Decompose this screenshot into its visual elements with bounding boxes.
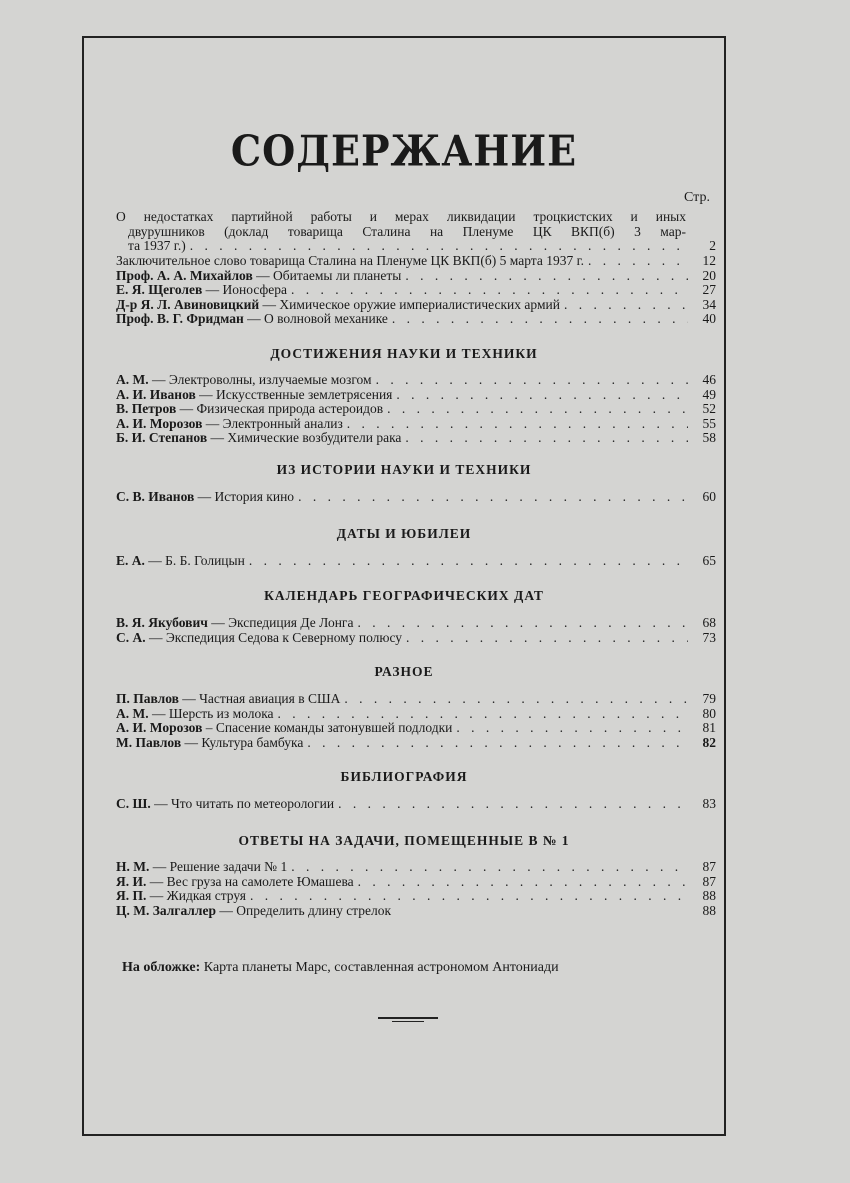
page-number: 55 — [702, 415, 716, 431]
leader-dots — [406, 631, 688, 646]
entry-title: — Определить длину стрелок — [215, 902, 392, 918]
section-entries — [116, 554, 716, 569]
leader-dots — [405, 269, 688, 284]
leader-dots — [396, 388, 688, 403]
entry-author: Д-р Я. Л. Авиновицкий — [116, 296, 260, 312]
toc-entry — [116, 269, 716, 284]
intro-line: та 1937 г.) — [128, 238, 186, 254]
toc-entry — [116, 860, 716, 875]
section-heading: БИБЛИОГРАФИЯ — [340, 769, 468, 784]
leader-dots — [307, 736, 688, 751]
entry-title: — Решение задачи № 1 — [149, 859, 288, 874]
toc-entry — [116, 797, 716, 812]
entry-author: П. Павлов — [116, 691, 179, 706]
leader-dots — [291, 283, 688, 298]
entry-title: — Ионосфера — [202, 282, 287, 298]
entry-author: А. М. — [116, 705, 149, 721]
entry-author: В. Петров — [116, 401, 177, 417]
leader-dots — [347, 417, 688, 432]
entry-author: А. И. Иванов — [116, 386, 196, 402]
entry-author: Е. А. — [116, 553, 145, 568]
leader-dots — [387, 402, 688, 417]
toc-entry — [116, 431, 716, 446]
page-number: 81 — [702, 720, 716, 736]
page-number: 68 — [702, 615, 716, 630]
section-heading: ОТВЕТЫ НА ЗАДАЧИ, ПОМЕЩЕННЫЕ В № 1 — [238, 833, 570, 848]
section-entries — [116, 490, 716, 505]
entry-title: — О волновой механике — [243, 311, 388, 327]
leader-dots — [405, 431, 688, 446]
page-number: 88 — [702, 888, 716, 904]
page-number: 27 — [702, 282, 716, 298]
page-number: 40 — [702, 311, 716, 327]
page-number: 65 — [702, 553, 716, 568]
entry-author: С. Ш. — [116, 796, 151, 811]
toc-entry — [116, 298, 716, 313]
toc-entry — [116, 388, 716, 403]
leader-dots — [588, 254, 690, 269]
leader-dots — [456, 721, 688, 736]
cover-note-label: На обложке: — [122, 960, 201, 975]
entry-author: Проф. А. А. Михайлов — [116, 267, 253, 283]
entry-author: Ц. М. Залгаллер — [116, 902, 216, 918]
entry-title: — Вес груза на самолете Юмашева — [146, 873, 354, 889]
leader-dots — [358, 875, 688, 890]
entry-title: — Частная авиация в США — [178, 691, 341, 706]
leader-dots — [344, 692, 688, 707]
intro-line: двурушников (доклад товарища Сталина на Пленуме ЦК ВКП(б) 3 мар- — [128, 223, 686, 239]
page-number: 34 — [702, 296, 716, 312]
section-heading: КАЛЕНДАРЬ ГЕОГРАФИЧЕСКИХ ДАТ — [264, 588, 544, 603]
leader-dots — [291, 860, 688, 875]
entry-author: Проф. В. Г. Фридман — [116, 311, 244, 327]
entry-author: Б. И. Степанов — [116, 430, 208, 446]
page-number: 73 — [702, 629, 716, 645]
page-number: 83 — [702, 796, 716, 811]
main-entries — [116, 254, 716, 327]
toc-entry — [116, 721, 716, 736]
entry-title: — Экспедиция Седова к Северному полюсу — [145, 629, 403, 645]
page-number: 87 — [702, 859, 716, 874]
entry-title: — Физическая природа астероидов — [176, 401, 384, 417]
toc-entry — [116, 904, 716, 919]
section-entries — [116, 616, 716, 645]
section-entries — [116, 373, 716, 446]
entry-author: А. И. Морозов — [116, 415, 203, 431]
section-entries — [116, 692, 716, 750]
page-number: 87 — [702, 873, 716, 889]
toc-entry — [116, 373, 716, 388]
toc-entry — [116, 692, 716, 707]
leader-dots — [392, 312, 688, 327]
page-number: 80 — [702, 705, 716, 721]
toc-entry — [116, 616, 716, 631]
decorative-rule — [392, 1021, 424, 1022]
leader-dots — [190, 239, 688, 254]
page-number: 82 — [702, 734, 716, 750]
entry-title: — Искусственные землетрясения — [195, 386, 393, 402]
intro-entry — [116, 210, 716, 254]
entry-title: — История кино — [194, 489, 295, 504]
entry-author: С. А. — [116, 629, 146, 645]
section-heading: РАЗНОЕ — [374, 664, 434, 679]
leader-dots — [376, 373, 688, 388]
toc-entry — [116, 889, 716, 904]
entry-title: — Обитаемы ли планеты — [252, 267, 402, 283]
page-number: 20 — [702, 267, 716, 283]
section-entries — [116, 860, 716, 918]
entry-author: М. Павлов — [116, 734, 182, 750]
entry-author: А. М. — [116, 372, 149, 387]
page-number: 79 — [702, 691, 716, 706]
leader-dots — [249, 554, 688, 569]
page-number: 52 — [702, 401, 716, 417]
entry-author: Н. М. — [116, 859, 150, 874]
leader-dots — [298, 490, 688, 505]
entry-title: — Химическое оружие империалистических армий — [259, 296, 560, 312]
entry-title: — Электронный анализ — [202, 415, 343, 431]
toc-entry — [116, 402, 716, 417]
entry-author: Я. П. — [116, 888, 147, 904]
page-number: 88 — [702, 902, 716, 918]
leader-dots — [357, 616, 688, 631]
entry-author: С. В. Иванов — [116, 489, 195, 504]
entry-title: – Спасение команды затонувшей подлодки — [202, 720, 453, 736]
page-number: 58 — [702, 430, 716, 446]
entry-author: Я. И. — [116, 873, 147, 889]
leader-dots — [564, 298, 688, 313]
leader-dots — [278, 707, 688, 722]
entry-author: А. И. Морозов — [116, 720, 203, 736]
entry-title: — Электроволны, излучаемые мозгом — [148, 372, 372, 387]
toc-entry — [116, 875, 716, 890]
toc-entry — [116, 283, 716, 298]
toc-entry — [116, 239, 716, 254]
section-entries — [116, 797, 716, 812]
leader-dots — [250, 889, 688, 904]
toc-entry — [116, 254, 716, 269]
cover-note-text: Карта планеты Марс, составленная астрономом Антониади — [200, 960, 559, 975]
toc-entry — [116, 631, 716, 646]
toc-entry — [116, 417, 716, 432]
intro-line: О недостатках партийной работы и мерах ликвидации троцкистских и иных — [116, 209, 686, 224]
page-number: 46 — [702, 372, 716, 387]
entry-title: — Что читать по метеорологии — [150, 796, 335, 811]
section-heading: ДАТЫ И ЮБИЛЕИ — [336, 526, 472, 541]
entry-title: Заключительное слово товарища Сталина на Пленуме ЦК ВКП(б) 5 марта 1937 г. — [116, 253, 584, 268]
section-heading: ИЗ ИСТОРИИ НАУКИ И ТЕХНИКИ — [276, 462, 532, 477]
entry-title: — Шерсть из молока — [148, 705, 274, 721]
section-heading: ДОСТИЖЕНИЯ НАУКИ И ТЕХНИКИ — [270, 346, 538, 361]
page-number: 60 — [702, 489, 716, 504]
toc-entry — [116, 736, 716, 751]
toc-entry — [116, 490, 716, 505]
cover-note — [122, 960, 559, 976]
page-number: 49 — [702, 386, 716, 402]
page-number: 12 — [702, 253, 716, 268]
page-number: 2 — [709, 238, 716, 254]
entry-author: В. Я. Якубович — [116, 615, 208, 630]
page-title: СОДЕРЖАНИЕ — [230, 125, 578, 176]
leader-dots — [338, 797, 688, 812]
entry-title: — Химические возбудители рака — [207, 430, 402, 446]
page-column-label: Стр. — [684, 190, 710, 205]
entry-title: — Экспедиция Де Лонга — [207, 615, 354, 630]
entry-title: — Культура бамбука — [181, 734, 304, 750]
entry-title: — Б. Б. Голицын — [144, 553, 245, 568]
toc-entry — [116, 312, 716, 327]
toc-entry — [116, 554, 716, 569]
decorative-rule — [378, 1017, 438, 1019]
entry-title: — Жидкая струя — [146, 888, 246, 904]
toc-entry — [116, 707, 716, 722]
entry-author: Е. Я. Щеголев — [116, 282, 203, 298]
